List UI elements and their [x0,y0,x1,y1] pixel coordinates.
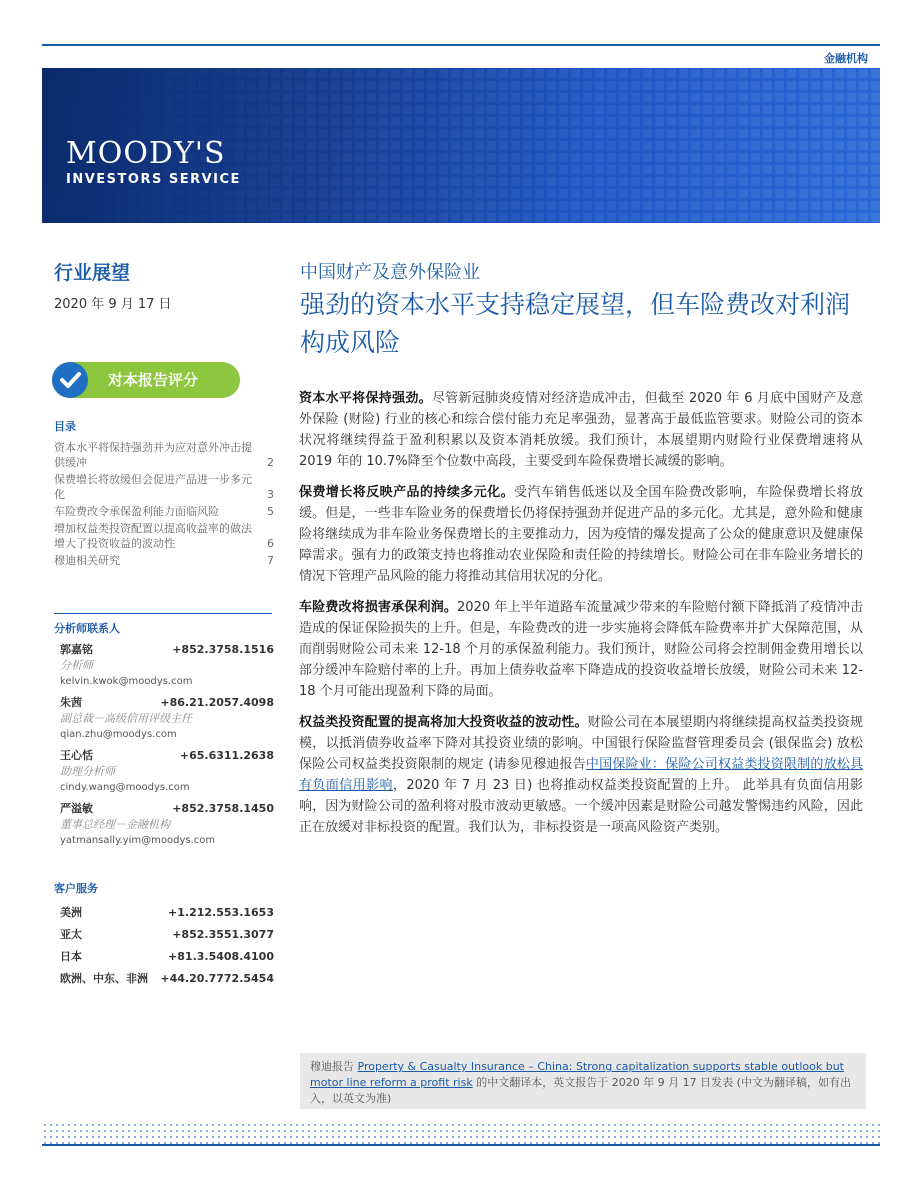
body-text [299,388,863,848]
table-of-contents [54,440,274,570]
sector-tag: 金融机构 [824,52,868,65]
toc-item[interactable]: 保费增长将放缓但会促进产品进一步多元化 3 [54,473,274,501]
contact-card [60,801,274,849]
toc-item[interactable]: 车险费改令承保盈利能力面临风险 5 [54,505,274,518]
bottom-rule [42,1144,880,1146]
contact-phone: +65.6311.2638 [179,749,274,762]
toc-item[interactable]: 增加权益类投资配置以提高收益率的做法增大了投资收益的波动性 6 [54,522,274,550]
contact-title: 董事总经理－金融机构 [60,818,170,831]
toc-item[interactable]: 资本水平将保持强劲并为应对意外冲击提供缓冲 2 [54,441,274,469]
paragraph: 保费增长将反映产品的持续多元化。受汽车销售低迷以及全国车险费改影响，车险保费增长将放缓。但是，一些非车险业务的保费增长仍将保持强劲并促进产品的多元化。尤其是，意外险和健康险将继续成为非车险业务保费增长的主要推动力，因为疫情的爆发提高了公众的健康意识及健康保障需求。强有力的政策支持也将推动农业保险和责任险的持续增长。财险公司在非车险业务增长的情况下管理产品风险的能力将推动其信用状况的分化。 [299,485,863,584]
page-title: 强劲的资本水平支持稳定展望，但车险费改对利润构成风险 [300,290,851,357]
analyst-heading: 分析师联系人 [54,622,120,635]
service-row: 美洲 +1.212.553.1653 [60,906,274,919]
contact-card [60,748,274,796]
contact-card [60,695,274,743]
contact-email[interactable]: kelvin.kwok@moodys.com [60,676,193,687]
contact-card [60,642,274,690]
sector-title: 中国财产及意外保险业 [300,262,480,283]
client-services [60,902,274,990]
contact-name: 严溢敏 [60,802,93,815]
paragraph: 资本水平将保持强劲。尽管新冠肺炎疫情对经济造成冲击，但截至 2020 年 6 月底中国财产及意外保险 (财险) 行业的核心和综合偿付能力充足率强劲，显著高于最低监管要求。财险公司的资本状况将继续得益于盈利积累以及资本消耗放缓。我们预计，本展望期内财险行业保费增速将从 2019 年的 10.7%降至个位数中高段，主要受到车险保费增长减缓的影响。 [299,391,863,469]
contact-title: 副总裁－高级信用评级主任 [60,712,192,725]
service-row: 亚太 +852.3551.3077 [60,928,274,941]
report-date: 2020 年 9 月 17 日 [54,297,172,312]
moodys-logo: MOODY'S [66,136,226,171]
contact-name: 王心恬 [60,749,93,762]
contact-name: 郭嘉铭 [60,643,93,656]
toc-heading: 目录 [54,420,76,433]
section-divider [54,613,272,614]
contact-name: 朱茜 [60,696,82,709]
contact-phone: +852.3758.1516 [172,643,274,656]
client-services-heading: 客户服务 [54,882,98,895]
service-row: 日本 +81.3.5408.4100 [60,950,274,963]
contact-email[interactable]: cindy.wang@moodys.com [60,782,190,793]
contact-email[interactable]: qian.zhu@moodys.com [60,729,177,740]
paragraph: 车险费改将损害承保利润。2020 年上半年道路车流量减少带来的车险赔付额下降抵消了疫情冲击造成的保证保险损失的上升。但是，车险费改的进一步实施将会降低车险费率并扩大保障范围，从而削弱财险公司未来 12-18 个月的承保盈利能力。我们预计，财险公司将会控制佣金费用增长以部分缓冲车险赔付率的上升。再加上债券收益率下降造成的投资收益增长放缓，财险公司未来 12-18 个月可能出现盈利下降的局面。 [299,600,863,699]
top-rule [42,44,880,46]
report-link[interactable]: 中国保险业：保险公司权益类投资限制的放松具有负面信用影响 [299,757,863,793]
contact-phone: +86.21.2057.4098 [160,696,274,709]
rate-report-label[interactable]: 对本报告评分 [108,371,199,389]
english-report-link[interactable]: Property & Casualty Insurance – China: Strong capitalization supports stable outlook but motor line reform a profit risk [310,1060,844,1089]
toc-item[interactable]: 穆迪相关研究 7 [54,554,274,567]
contact-email[interactable]: yatmansally.yim@moodys.com [60,835,216,846]
dotted-band [42,1122,880,1144]
translation-note: 穆迪报告 Property & Casualty Insurance – China: Strong capitalization supports stable outlook but motor line reform a profit risk 的中文翻译本，英文报告于 2020 年 9 月 17 日发表 (中文为翻译稿，如有出入，以英文为准) [310,1060,851,1105]
contact-phone: +852.3758.1450 [172,802,274,815]
contact-title: 助理分析师 [60,765,115,778]
check-icon [52,362,88,398]
report-type: 行业展望 [54,262,131,284]
moodys-logo-subtitle: INVESTORS SERVICE [66,172,241,187]
paragraph: 权益类投资配置的提高将加大投资收益的波动性。财险公司在本展望期内将继续提高权益类投资规模，以抵消债券收益率下降对其投资业绩的影响。中国银行保险监督管理委员会 (银保监会) 放松保险公司权益类投资限制的规定 (请参见穆迪报告中国保险业：保险公司权益类投资限制的放松具有负面信用影响，2020 年 7 月 23 日) 也将推动权益类投资配置的上升。 此举具有负面信用影响，因为财险公司的盈利将对股市波动更敏感。一个缓冲因素是财险公司越发警惕违约风险，因此正在放缓对非标投资的配置。我们认为，非标投资是一项高风险资产类别。 [299,715,863,835]
contact-title: 分析师 [60,659,93,672]
service-row: 欧洲、中东、非洲 +44.20.7772.5454 [60,972,274,985]
analyst-contacts [60,642,274,854]
